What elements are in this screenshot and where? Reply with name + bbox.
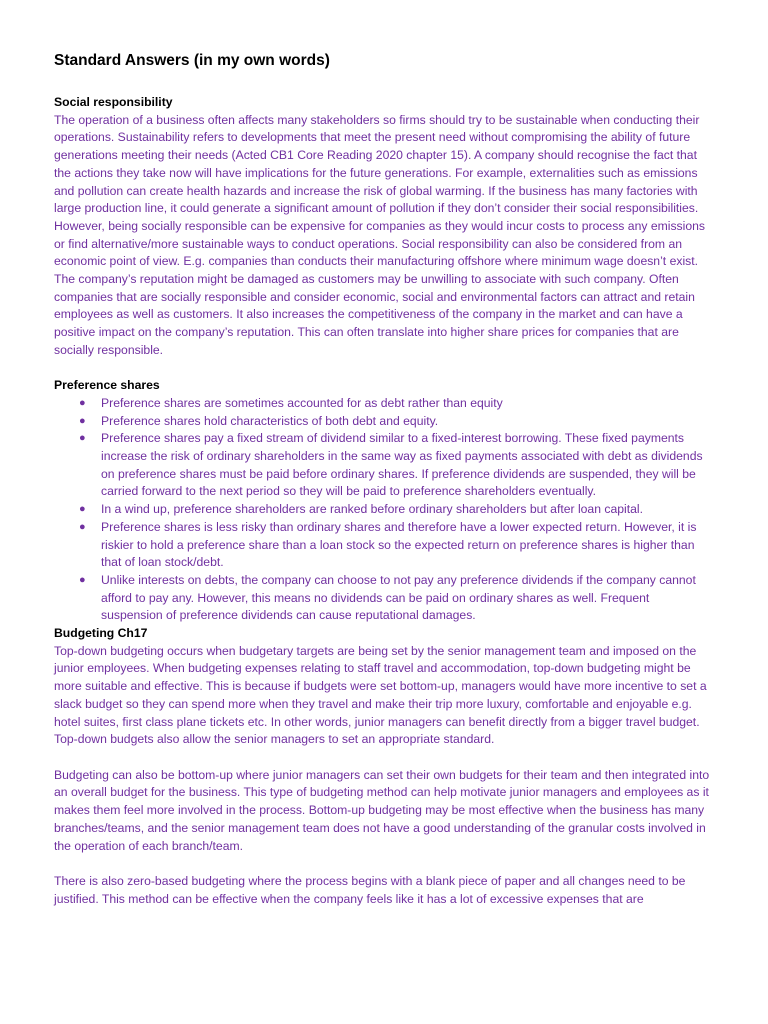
bullet-dot-icon: ● [79,396,86,409]
bullet-dot-icon: ● [79,573,86,586]
list-item [79,395,714,413]
bullet-dot-icon: ● [79,414,86,427]
list-item-text: In a wind up, preference shareholders are ranked before ordinary shareholders but after loan capital. [101,502,643,517]
budgeting-section [54,625,714,908]
section-heading-preference-shares: Preference shares [54,378,160,393]
list-item-text: Preference shares is less risky than ordinary shares and therefore have a lower expected return. However, it is riskier to hold a preference share than a loan stock so the expected return on preference shares is higher than that of loan stock/debt. [101,519,697,570]
budgeting-paragraph-zero-based: There is also zero-based budgeting where the process begins with a blank piece of paper and all changes need to be justified. This method can be effective when the company feels like it has a lot of excessive expenses that are [54,873,686,906]
budgeting-paragraph-top-down: Top-down budgeting occurs when budgetary targets are being set by the senior management team and imposed on the junior employees. When budgeting expenses relating to staff travel and accommodation, top-down budgeting might be more suitable and effective. This is because if budgets were set bottom-up, managers would have more incentive to set a slack budget so they can spend more when they travel and make their trip more luxury, comfortable and enjoyable e.g. hotel suites, first class plane tickets etc. In other words, junior managers can benefit directly from a bigger travel budget. Top-down budgets also allow the senior managers to set an appropriate standard. [54,643,707,747]
bullet-dot-icon: ● [79,503,86,516]
section-heading-social-responsibility: Social responsibility [54,95,173,109]
preference-shares-section [54,377,714,625]
list-item-text: Unlike interests on debts, the company can choose to not pay any preference dividends if the company cannot afford to pay any. However, this means no dividends can be paid on ordinary shares as well. Frequent suspension of preference dividends can cause reputational damages. [101,572,696,623]
list-item-text: Preference shares hold characteristics of both debt and equity. [101,413,439,428]
list-item [79,501,714,519]
bullet-dot-icon: ● [79,520,86,533]
bullet-dot-icon: ● [79,432,86,445]
paragraph-gap [54,855,714,873]
list-item [79,413,714,431]
paragraph-gap [54,360,714,378]
document-title: Standard Answers (in my own words) [54,52,330,69]
section-heading-budgeting: Budgeting Ch17 [54,626,148,641]
list-item-text: Preference shares pay a fixed stream of dividend similar to a fixed-interest borrowing. These fixed payments increase the risk of ordinary shareholders in the same way as fixed payments associated with debt as dividends on preference shares must be paid before ordinary shares. If preference dividends are suspended, they will be carried forward to the next period so they will be paid to preference shareholders eventually. [101,431,703,499]
list-item [79,572,714,625]
list-item [79,519,714,572]
paragraph-gap [54,749,714,767]
preference-shares-list [54,395,714,625]
social-responsibility-paragraph: The operation of a business often affects many stakeholders so firms should try to be sustainable when conducting their operations. Sustainability refers to developments that meet the present need without compromising the ability of future generations meeting their needs (Acted CB1 Core Reading 2020 chapter 15). A company should recognise the fact that the actions they take now will have implications for the future generations. For example, externalities such as emissions and pollution can create health hazards and increase the risk of global warming. If the business has many factories with large production line, it could generate a significant amount of pollution if they don’t consider their social responsibilities. However, being socially responsible can be expensive for companies as they would incur costs to process any emissions or find alternative/more sustainable ways to conduct operations. Social responsibility can also be considered from an economic point of view. E.g. companies than conducts their manufacturing offshore where minimum wage doesn’t exist. The company’s reputation might be damaged as customers may be unwilling to associate with such company. Often companies that are socially responsible and consider economic, social and environmental factors can attract and retain employees as well as customers. It also increases the competitiveness of the company in the market and can have a positive impact on the company’s reputation. This can often translate into higher share prices for companies that are socially responsible. [54,112,706,357]
list-item [79,430,714,501]
social-responsibility-section [54,94,714,360]
budgeting-paragraph-bottom-up: Budgeting can also be bottom-up where junior managers can set their own budgets for their team and then integrated into an overall budget for the business. This type of budgeting method can help motivate junior managers and employees as it makes them feel more involved in the process. Bottom-up budgeting may be most effective when the business has many branches/teams, and the senior management team does not have a good understanding of the granular costs involved in the operation of each branch/team. [54,767,710,853]
list-item-text: Preference shares are sometimes accounted for as debt rather than equity [101,395,503,410]
